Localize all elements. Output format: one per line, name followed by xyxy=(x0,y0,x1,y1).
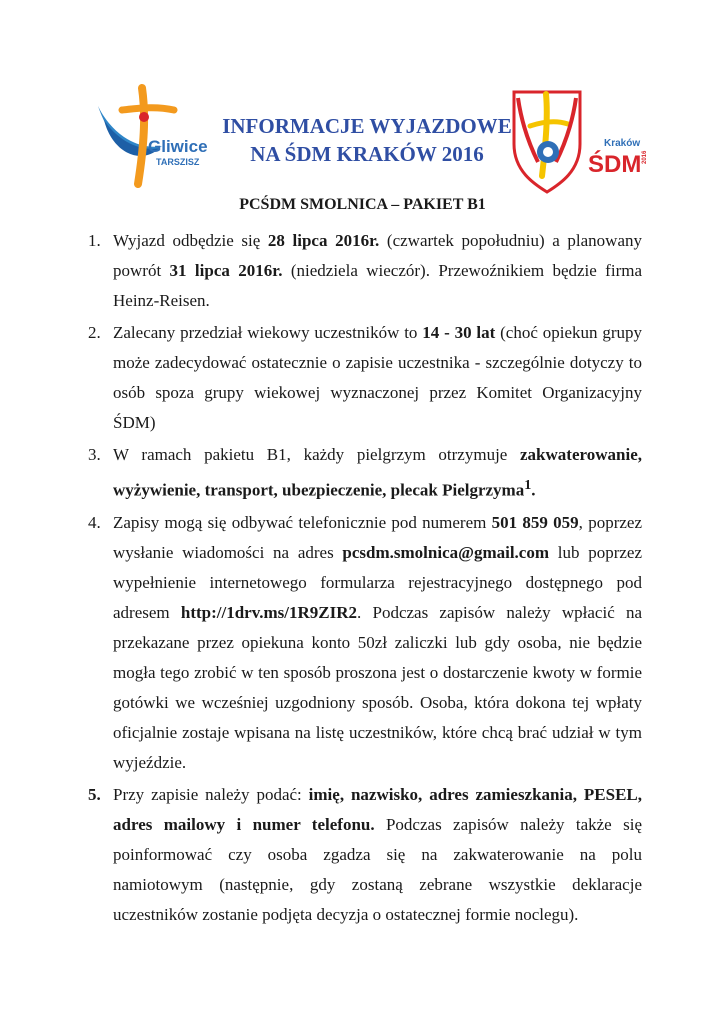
list-item-number: 1. xyxy=(88,231,101,250)
list-item-number: 4. xyxy=(88,512,101,532)
emphasis-text: pcsdm.smolnica@gmail.com xyxy=(342,542,550,562)
body-text: (czwartek popołudniu) a planowany powrót xyxy=(113,231,642,280)
list-item-number: 5. xyxy=(88,784,101,804)
gliwice-logo-sub: TARSZISZ xyxy=(156,157,200,167)
emphasis-text: 28 lipca 2016r. xyxy=(267,231,380,250)
gliwice-logo-name: Gliwice xyxy=(148,137,208,156)
title-line-1: INFORMACJE WYJAZDOWE xyxy=(222,114,512,138)
body-text: Podczas zapisów należy także się poinformować czy osoba zgadza się na zakwaterowanie na polu namiotowym (następnie, gdy zostaną zebrane wszystkie deklaracje uczestników zostanie podjęta decyzja o ostatecznej formie noclegu). xyxy=(113,814,642,924)
body-text: W ramach pakietu B1, każdy pielgrzym otrzymuje xyxy=(113,445,521,464)
list-item-number: 2. xyxy=(88,323,101,342)
emphasis-text: zakwaterowanie, wyżywienie, transport, ubezpieczenie, plecak Pielgrzyma xyxy=(113,445,642,500)
page-title xyxy=(222,112,512,168)
sdm-krakow-logo xyxy=(508,86,646,196)
emphasis-text: 501 859 059 xyxy=(491,512,579,532)
list-item-5 xyxy=(88,780,642,930)
list-item-2 xyxy=(88,318,642,438)
body-text: Zapisy mogą się odbywać telefonicznie pod numerem xyxy=(113,512,492,532)
title-line-2: NA ŚDM KRAKÓW 2016 xyxy=(250,142,484,166)
document-subtitle: PCŚDM SMOLNICA – PAKIET B1 xyxy=(239,196,486,213)
body-text: (niedziela wieczór). Przewoźnikiem będzie firma Heinz-Reisen. xyxy=(113,261,642,310)
emphasis-text: 14 - 30 lat xyxy=(422,323,496,342)
footnote-marker: 1 xyxy=(524,477,532,493)
body-text: (choć opiekun grupy może zadecydować ostatecznie o zapisie uczestnika - szczególnie dotyczy to osób spoza grupy wiekowej wyznaczonej przez Komitet Organizacyjny ŚDM) xyxy=(113,323,642,432)
list-item-1 xyxy=(88,226,642,316)
sdm-logo-name: ŚDM xyxy=(588,151,642,178)
info-list xyxy=(88,226,642,932)
emphasis-text: . xyxy=(531,480,536,500)
body-text: Przy zapisie należy podać: xyxy=(113,784,309,804)
emphasis-text: http://1drv.ms/1R9ZIR2 xyxy=(180,602,358,622)
body-text: . Podczas zapisów należy wpłacić na przekazane przez opiekuna konto 50zł zaliczki lub gdy osoba, nie będzie mogła tego zrobić w ten sposób proszona jest o dostarczenie kwoty w formie gotówki we wcześniej uzgodniony sposób. Osoba, która dokona tej wpłaty oficjalnie zostaje wpisana na listę uczestników, które chcą brać udział w tym wyjeździe. xyxy=(113,602,643,772)
gliwice-tarszisz-logo xyxy=(90,86,230,186)
body-text: Wyjazd odbędzie się xyxy=(113,231,268,250)
list-item-3 xyxy=(88,440,642,506)
sdm-logo-city: Kraków xyxy=(604,138,641,149)
body-text: lub poprzez wypełnienie internetowego formularza rejestracyjnego dostępnego pod adresem xyxy=(113,542,642,622)
body-text: , poprzez wysłanie wiadomości na adres xyxy=(113,512,642,562)
emphasis-text: imię, nazwisko, adres zamieszkania, PESEL, adres mailowy i numer telefonu. xyxy=(113,784,642,834)
list-item-4 xyxy=(88,508,642,778)
emphasis-text: 31 lipca 2016r. xyxy=(169,261,283,280)
list-item-number: 3. xyxy=(88,445,101,464)
body-text: Zalecany przedział wiekowy uczestników to xyxy=(113,323,423,342)
sdm-logo-year: 2016 xyxy=(642,150,648,164)
